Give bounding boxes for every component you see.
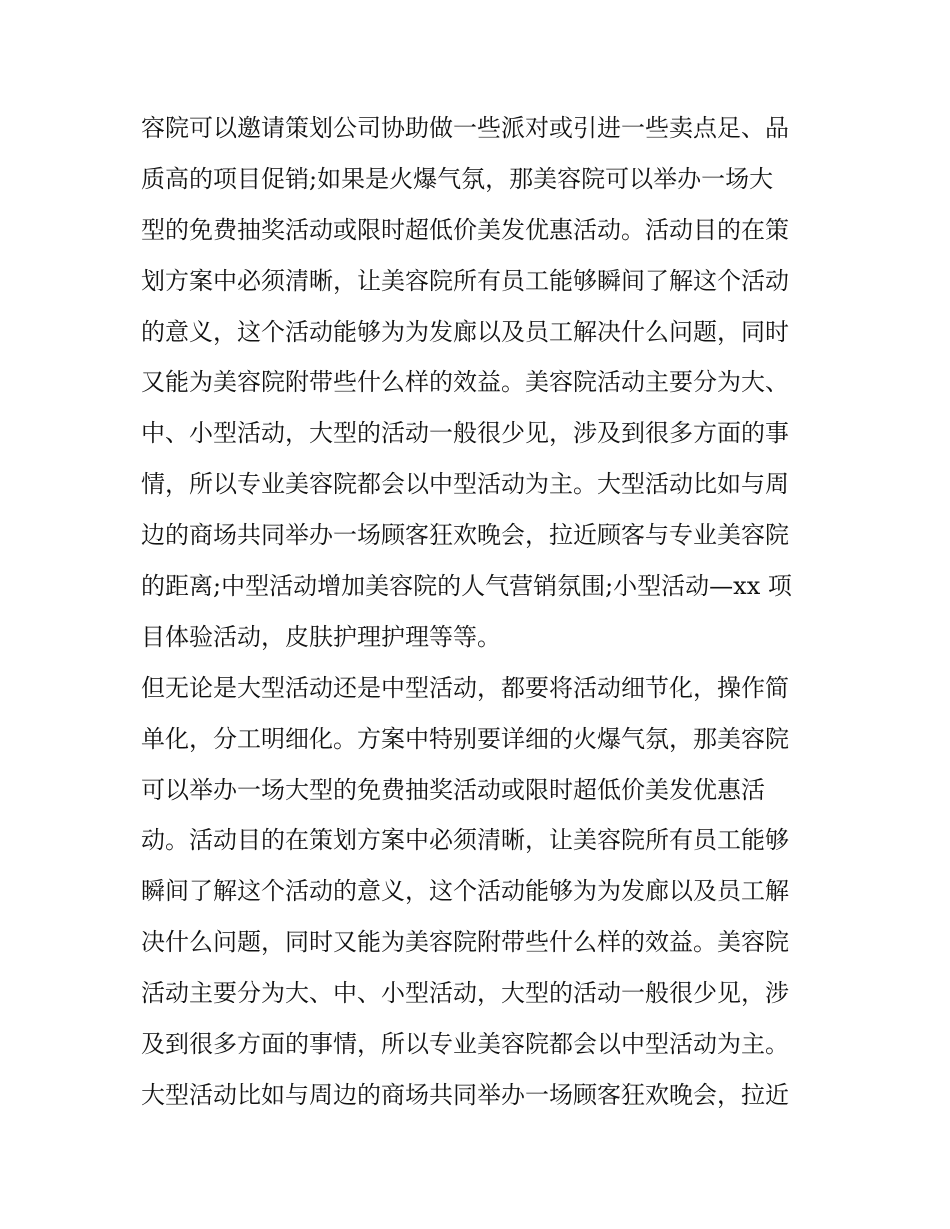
text-line: 划方案中必须清晰，让美容院所有员工能够瞬间了解这个活动 — [141, 266, 789, 295]
text-line: 可以举办一场大型的免费抽奖活动或限时超低价美发优惠活 — [141, 775, 765, 804]
document-body — [141, 103, 821, 1121]
text-line: 目体验活动，皮肤护理护理等等。 — [141, 622, 501, 651]
text-line: 型的免费抽奖活动或限时超低价美发优惠活动。活动目的在策 — [141, 215, 789, 244]
text-line: 单化，分工明细化。方案中特别要详细的火爆气氛，那美容院 — [141, 724, 789, 753]
text-line: 质高的项目促销;如果是火爆气氛，那美容院可以举办一场大 — [141, 164, 774, 193]
text-line: 边的商场共同举办一场顾客狂欢晚会，拉近顾客与专业美容院 — [141, 521, 789, 550]
text-line: 中、小型活动，大型的活动一般很少见，涉及到很多方面的事 — [141, 419, 789, 448]
text-line: 情，所以专业美容院都会以中型活动为主。大型活动比如与周 — [141, 470, 789, 499]
text-line: 又能为美容院附带些什么样的效益。美容院活动主要分为大、 — [141, 368, 789, 397]
text-line: 活动主要分为大、中、小型活动，大型的活动一般很少见，涉 — [141, 979, 789, 1008]
text-line: 动。活动目的在策划方案中必须清晰，让美容院所有员工能够 — [141, 826, 789, 855]
text-line: 的意义，这个活动能够为为发廊以及员工解决什么问题，同时 — [141, 317, 789, 346]
text-line: 的距离;中型活动增加美容院的人气营销氛围;小型活动—xx 项 — [141, 572, 792, 601]
text-line: 大型活动比如与周边的商场共同举办一场顾客狂欢晚会，拉近 — [141, 1080, 789, 1109]
text-line: 及到很多方面的事情，所以专业美容院都会以中型活动为主。 — [141, 1030, 789, 1059]
text-line: 容院可以邀请策划公司协助做一些派对或引进一些卖点足、品 — [141, 114, 789, 142]
text-line: 决什么问题，同时又能为美容院附带些什么样的效益。美容院 — [141, 928, 789, 957]
text-line: 但无论是大型活动还是中型活动，都要将活动细节化，操作简 — [141, 673, 789, 702]
text-line: 瞬间了解这个活动的意义，这个活动能够为为发廊以及员工解 — [141, 877, 789, 906]
